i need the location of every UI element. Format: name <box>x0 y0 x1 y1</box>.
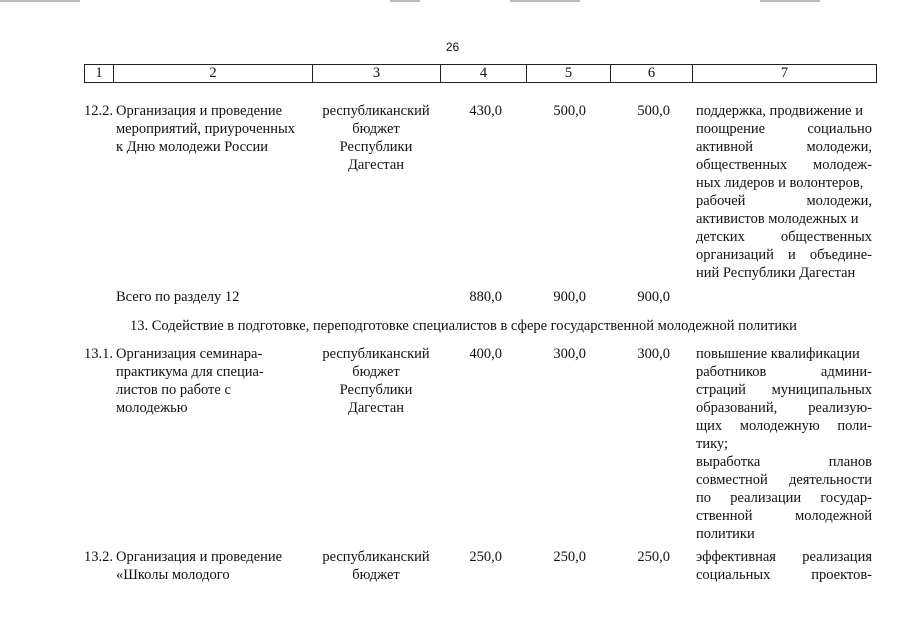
text-line: ных лидеров и волонтеров, <box>696 175 864 191</box>
total-col-4: 880,0 <box>469 289 502 305</box>
header-cell-1: 1 <box>95 65 103 81</box>
text-line: рабочей молодежи, <box>696 193 872 209</box>
section-heading-13: 13. Содействие в подготовке, переподготовке специалистов в сфере государственной молодежной политики <box>130 318 797 334</box>
text-line: ственной молодежной <box>696 508 872 524</box>
text-line: молодежью <box>116 400 188 416</box>
amount-col-4: 400,0 <box>469 346 502 362</box>
text-line: общественных молодеж- <box>696 157 872 173</box>
text-line: республиканский <box>322 103 430 119</box>
text-line: бюджет <box>352 364 400 380</box>
amount-col-5: 300,0 <box>553 346 586 362</box>
row-number: 12.2. <box>84 103 113 119</box>
header-cell-7: 7 <box>692 65 876 82</box>
header-cell-5: 5 <box>526 65 610 82</box>
row-number: 13.1. <box>84 346 113 362</box>
row-number: 13.2. <box>84 549 113 565</box>
text-line: страций муниципальных <box>696 382 872 398</box>
funding-source <box>318 548 434 584</box>
expected-result <box>696 102 872 282</box>
text-line: детских общественных <box>696 229 872 245</box>
text-line: эффективная реализация <box>696 549 872 565</box>
total-label: Всего по разделу 12 <box>116 289 240 305</box>
header-cell-2: 2 <box>113 65 312 82</box>
text-line: тику; <box>696 436 729 452</box>
text-line: бюджет <box>352 121 400 137</box>
expected-result <box>696 345 872 543</box>
text-line: поощрение социально <box>696 121 872 137</box>
header-cell-6: 6 <box>610 65 692 82</box>
text-line: образований, реализую- <box>696 400 872 416</box>
text-line: политики <box>696 526 755 542</box>
scan-artifact <box>510 0 580 2</box>
text-line: практикума для специа- <box>116 364 264 380</box>
text-line: повышение квалификации <box>696 346 860 362</box>
header-cell-3: 3 <box>312 65 440 82</box>
scan-artifact <box>760 0 820 2</box>
text-line: совместной деятельности <box>696 472 872 488</box>
event-name <box>116 548 306 584</box>
text-line: республиканский <box>322 346 430 362</box>
text-line: мероприятий, приуроченных <box>116 121 296 137</box>
text-line: Республики <box>339 139 413 155</box>
text-line: Дагестан <box>347 157 405 173</box>
text-line: «Школы молодого <box>116 567 230 583</box>
text-line: активной молодежи, <box>696 139 872 155</box>
text-line: организаций и объедине- <box>696 247 872 263</box>
text-line: работников админи- <box>696 364 872 380</box>
text-line: активистов молодежных и <box>696 211 859 227</box>
text-line: листов по работе с <box>116 382 231 398</box>
funding-source <box>318 102 434 174</box>
amount-col-6: 500,0 <box>637 103 670 119</box>
text-line: Организация семинара- <box>116 346 263 362</box>
event-name <box>116 102 306 156</box>
expected-result <box>696 548 872 584</box>
event-name <box>116 345 306 417</box>
text-line: Организация и проведение <box>116 549 283 565</box>
scan-artifact <box>390 0 420 2</box>
text-line: бюджет <box>352 567 400 583</box>
amount-col-5: 250,0 <box>553 549 586 565</box>
amount-col-6: 250,0 <box>637 549 670 565</box>
text-line: по реализации государ- <box>696 490 872 506</box>
amount-col-5: 500,0 <box>553 103 586 119</box>
text-line: республиканский <box>322 549 430 565</box>
text-line: поддержка, продвижение и <box>696 103 863 119</box>
text-line: ний Республики Дагестан <box>696 265 856 281</box>
scan-artifact <box>0 0 80 2</box>
table-header-row <box>84 64 877 83</box>
text-line: социальных проектов- <box>696 567 872 583</box>
text-line: щих молодежную поли- <box>696 418 872 434</box>
page-number: 26 <box>445 40 460 54</box>
text-line: Дагестан <box>347 400 405 416</box>
funding-source <box>318 345 434 417</box>
amount-col-4: 250,0 <box>469 549 502 565</box>
text-line: к Дню молодежи России <box>116 139 269 155</box>
amount-col-4: 430,0 <box>469 103 502 119</box>
total-col-6: 900,0 <box>637 289 670 305</box>
text-line: Организация и проведение <box>116 103 283 119</box>
amount-col-6: 300,0 <box>637 346 670 362</box>
text-line: выработка планов <box>696 454 872 470</box>
text-line: Республики <box>339 382 413 398</box>
header-cell-4: 4 <box>440 65 526 82</box>
total-col-5: 900,0 <box>553 289 586 305</box>
